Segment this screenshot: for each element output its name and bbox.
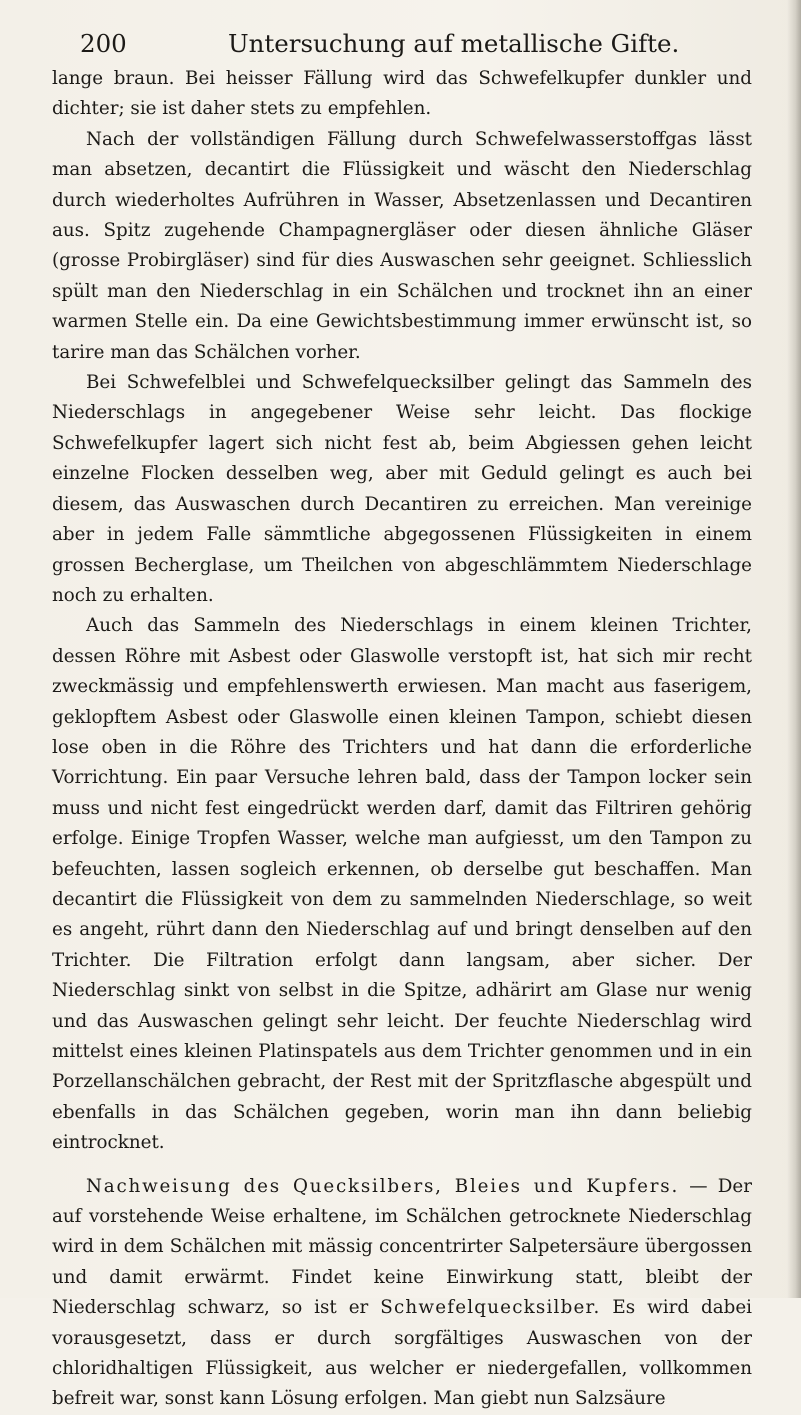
paragraph-collecting: Bei Schwefelblei und Schwefelquecksilber gelingt das Sammeln des Niederschlags in angegebener Weise sehr leicht. Das flockige Schwefelkupfer lagert sich nicht fest ab, beim Abgiessen gehen leicht einzelne Flocken desselben weg, aber mit Geduld gelingt es auch bei diesem, das Auswaschen durch Decantiren zu erreichen. Man vereinige aber in jedem Falle sämmtliche abgegossenen Flüssigkeiten in einem grossen Becherglase, um Theilchen von abgeschlämmtem Niederschlage noch zu erhalten. — [52, 372, 752, 606]
emphasis-term: Schwefelquecksilber. — [380, 1297, 601, 1319]
running-title: Untersuchung auf metallische Gifte. — [228, 29, 680, 58]
section-text-part-2: Es wird dabei vorausgesetzt, dass er durch sorgfältiges Auswaschen von der chloridhaltigen Flüssigkeit, aus welcher er niedergefallen, vollkommen befreit war, sonst kann Lösung erfolgen. Man giebt nun Salzsäure — [52, 1297, 752, 1410]
paragraph-funnel-method: Auch das Sammeln des Niederschlags in einem kleinen Trichter, dessen Röhre mit Asbest oder Glaswolle verstopft ist, hat sich mir recht zweckmässig und empfehlenswerth erwiesen. Man macht aus faserigem, geklopftem Asbest oder Glaswolle einen kleinen Tampon, schiebt diesen lose oben in die Röhre des Trichters und hat dann die erforderliche Vorrichtung. Ein paar Versuche lehren bald, dass der Tampon locker sein muss und nicht fest eingedrückt werden darf, damit das Filtriren gehörig erfolge. Einige Tropfen Wasser, welche man aufgiesst, um den Tampon zu befeuchten, lassen sogleich erkennen, ob derselbe gut beschaffen. Man decantirt die Flüssigkeit von dem zu sammelnden Niederschlage, so weit es angeht, rührt dann den Niederschlag auf und bringt denselben auf den Trichter. Die Filtration erfolgt dann langsam, aber sicher. Der Niederschlag sinkt von selbst in die Spitze, adhärirt am Glase nur wenig und das Auswaschen gelingt sehr leicht. Der feuchte Niederschlag wird mittelst eines kleinen Platinspatels aus dem Trichter genommen und in ein Porzellanschälchen gebracht, der Rest mit der Spritzflasche abgespült und ebenfalls in das Schälchen gegeben, worin man ihn dann beliebig eintrocknet. — [52, 615, 752, 1154]
page-header — [80, 24, 780, 64]
page-number: 200 — [80, 29, 127, 58]
paragraph-continuation: lange braun. Bei heisser Fällung wird das Schwefelkupfer dunkler und dichter; sie ist daher stets zu empfehlen. — [52, 68, 752, 120]
body-text — [52, 64, 752, 1415]
page-edge-shadow — [787, 0, 801, 1298]
section-text-part-1: — Der auf vorstehende Weise erhaltene, im Schälchen getrocknete Niederschlag wird in dem Schälchen mit mässig concentrirter Salpetersäure übergossen und damit erwärmt. Findet keine Einwirkung statt, bleibt der Niederschlag schwarz, so ist er — [52, 1175, 752, 1319]
section-paragraph — [52, 1172, 752, 1415]
section-title: Nachweisung des Quecksilbers, Bleies und Kupfers. — [86, 1175, 680, 1197]
paragraph-washing: Nach der vollständigen Fällung durch Schwefelwasserstoffgas lässt man absetzen, decantirt die Flüssigkeit und wäscht den Niederschlag durch wiederholtes Aufrühren in Wasser, Absetzenlassen und Decantiren aus. Spitz zugehende Champagnergläser oder diesen ähnliche Gläser (grosse Probirgläser) sind für dies Auswaschen sehr geeignet. Schliesslich spült man den Niederschlag in ein Schälchen und trocknet ihn an einer warmen Stelle ein. Da eine Gewichtsbestimmung immer erwünscht ist, so tarire man das Schälchen vorher. — [52, 128, 752, 363]
